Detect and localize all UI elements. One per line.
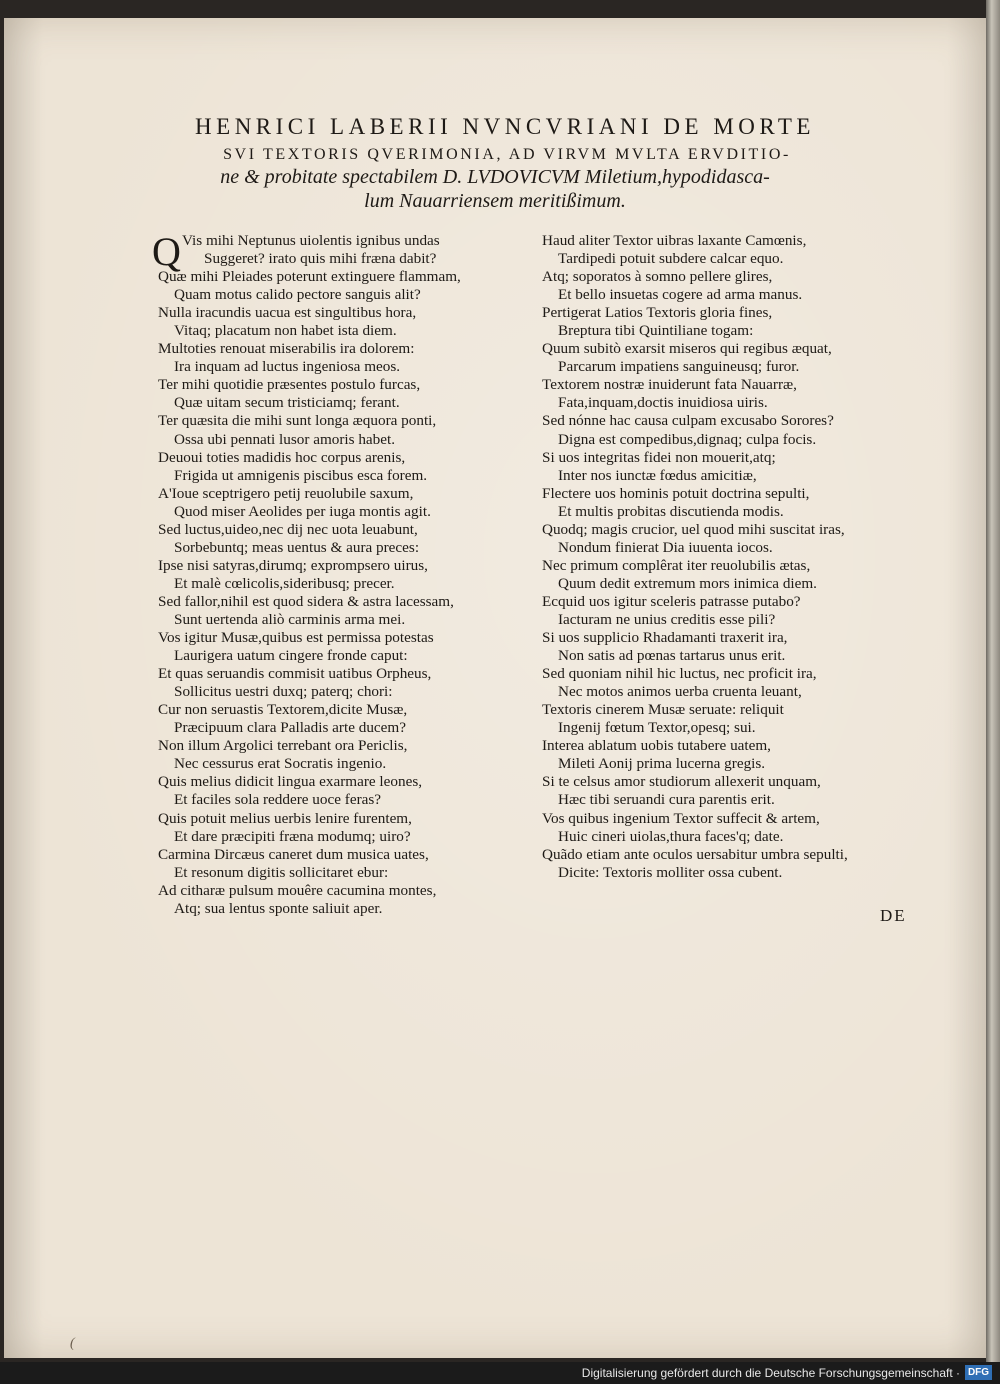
verse-line: Laurigera uatum cingere fronde caput: — [174, 647, 408, 665]
verse-line: Sed fallor,nihil est quod sidera & astra lacessam, — [158, 592, 454, 610]
verse-line: Atq; sua lentus sponte saliuit aper. — [174, 899, 383, 917]
margin-mark: ( — [70, 1336, 75, 1351]
verse-line: Et faciles sola reddere uoce feras? — [174, 791, 382, 809]
verse-line: Suggeret? irato quis mihi fræna dabit? — [204, 250, 437, 268]
verse-line: Deuoui toties madidis hoc corpus arenis, — [158, 448, 406, 466]
verse-line: Sed quoniam nihil hic luctus, nec proficit ira, — [542, 665, 817, 683]
verse-line: Quæ uitam secum tristiciamq; ferant. — [174, 394, 400, 412]
verse-line: Quum dedit extremum mors inimica diem. — [558, 574, 817, 592]
verse-line: Pertigerat Latios Textoris gloria fines, — [542, 304, 773, 322]
verse-line: Et multis probitas discutienda modis. — [558, 502, 784, 520]
verse-line: Nec primum complêrat iter reuolubilis ætas, — [542, 556, 811, 574]
verse-line: Non satis ad pœnas tartarus unus erit. — [558, 647, 786, 665]
verse-line: Ingenij fœtum Textor,opesq; sui. — [558, 719, 756, 737]
verse-line: Frigida ut amnigenis piscibus esca forem. — [174, 466, 428, 484]
footer-credit: Digitalisierung gefördert durch die Deutsche Forschungsgemeinschaft · — [581, 1366, 960, 1380]
verse-line: Vitaq; placatum non habet ista diem. — [174, 322, 397, 340]
verse-line: Et dare præcipiti fræna modumq; uiro? — [174, 827, 411, 845]
heading-line-1: HENRICI LABERII NVNCVRIANI DE MORTE — [195, 114, 815, 139]
heading-line-4: lum Nauarriensem meritißimum. — [364, 190, 626, 212]
verse-line: Breptura tibi Quintiliane togam: — [558, 322, 754, 340]
verse-line: Iacturam ne unius creditis esse pili? — [558, 610, 776, 628]
verse-line: Si uos integritas fidei non mouerit,atq; — [542, 448, 776, 466]
verse-line: Si uos supplicio Rhadamanti traxerit ira, — [542, 629, 788, 647]
verse-line: Textorem nostræ inuiderunt fata Nauarræ, — [542, 376, 797, 394]
verse-line: Flectere uos hominis potuit doctrina sepulti, — [542, 484, 810, 502]
verse-line: Ira inquam ad luctus ingeniosa meos. — [174, 358, 401, 376]
verse-line: Haud aliter Textor uibras laxante Camœnis, — [542, 232, 807, 249]
verse-line: Præcipuum clara Palladis arte ducem? — [174, 719, 406, 737]
verse-line: Quãdo etiam ante oculos uersabitur umbra sepulti, — [542, 845, 848, 863]
verse-line: Vis mihi Neptunus uiolentis ignibus undas — [182, 232, 440, 249]
verse-line: Inter nos iunctæ fœdus amicitiæ, — [558, 466, 757, 484]
verse-line: Nulla iracundis uacua est singultibus hora, — [158, 304, 417, 322]
heading-line-3: ne & probitate spectabilem D. LVDOVICVM Miletium,hypodidascа- — [220, 166, 770, 188]
verse-line: Tardipedi potuit subdere calcar equo. — [558, 250, 784, 268]
verse-line: Et malè cœlicolis,sideribusq; precer. — [174, 574, 395, 592]
verse-line: Vos igitur Musæ,quibus est permissa potestas — [158, 629, 434, 647]
verse-line: Quæ mihi Pleiades poterunt extinguere flammam, — [158, 268, 461, 286]
verse-line: Sed luctus,uideo,nec dij nec uota leuabunt, — [158, 520, 418, 538]
verse-line: Carmina Dircæus caneret dum musica uates, — [158, 845, 429, 863]
verse-line: Atq; soporatos à somno pellere glires, — [542, 268, 773, 286]
verse-line: Nec cessurus erat Socratis ingenio. — [174, 755, 387, 773]
verse-line: Quum subitò exarsit miseros qui regibus æquat, — [542, 340, 832, 358]
heading-line-2: SVI TEXTORIS QVERIMONIA, AD VIRVM MVLTA ERVDITIO- — [223, 146, 791, 163]
verse-line: Et bello insuetas cogere ad arma manus. — [558, 286, 803, 304]
verse-line: Multoties renouat miserabilis ira dolorem: — [158, 340, 415, 358]
verse-line: Fata,inquam,doctis inuidiosa uiris. — [558, 394, 768, 412]
verse-line: Interea ablatum uobis tutabere uatem, — [542, 737, 771, 755]
dfg-logo-icon: DFG — [965, 1365, 992, 1380]
verse-line: Mileti Aonij prima lucerna gregis. — [558, 755, 766, 773]
verse-line: Digna est compedibus,dignaq; culpa focis. — [558, 430, 817, 448]
verse-line: Non illum Argolici terrebant ora Periclis, — [158, 737, 408, 755]
verse-line: Quam motus calido pectore sanguis alit? — [174, 286, 421, 304]
verse-line: Ter quæsita die mihi sunt longa æquora ponti, — [158, 412, 437, 430]
verse-line: Ad citharæ pulsum mouêre cacumina montes, — [158, 881, 437, 899]
verse-line: Si te celsus amor studiorum allexerit unquam, — [542, 773, 821, 791]
verse-line: Et quas seruandis commisit uatibus Orpheus, — [158, 665, 432, 683]
verse-line: Quis potuit melius uerbis lenire furentem, — [158, 809, 412, 827]
verse-line: Ter mihi quotidie præsentes postulo furcas, — [158, 376, 421, 394]
poem-column-right — [536, 232, 936, 882]
book-page — [4, 18, 986, 1358]
verse-line: Quod miser Aeolides per iuga montis agit. — [174, 502, 431, 520]
catchword: DE — [880, 906, 907, 925]
verse-line: Parcarum impatiens sanguineusq; furor. — [558, 358, 800, 376]
verse-line: Nondum finierat Dia iuuenta iocos. — [558, 538, 773, 556]
verse-line: Quis melius didicit lingua exarmare leones, — [158, 773, 423, 791]
verse-line: Dicite: Textoris molliter ossa cubent. — [558, 863, 783, 881]
verse-line: Ecquid uos igitur sceleris patrasse putabo? — [542, 592, 801, 610]
verse-line: Ipse nisi satyras,dirumq; exprompsero uirus, — [158, 556, 428, 574]
verse-line: A'Ioue sceptrigero petij reuolubile saxum, — [158, 484, 414, 502]
verse-line: Vos quibus ingenium Textor suffecit & artem, — [542, 809, 820, 827]
verse-line: Nec motos animos uerba cruenta leuant, — [558, 683, 802, 701]
drop-cap: Q — [152, 229, 181, 274]
poem-column-left — [152, 229, 522, 918]
verse-line: Textoris cinerem Musæ seruate: reliquit — [542, 701, 784, 719]
verse-line: Sunt uertenda aliò carminis arma mei. — [174, 610, 406, 628]
verse-line: Hæc tibi seruandi cura parentis erit. — [558, 791, 775, 809]
verse-line: Huic cineri uiolas,thura faces'q; date. — [558, 827, 784, 845]
verse-line: Cur non seruastis Textorem,dicite Musæ, — [158, 701, 408, 719]
verse-line: Et resonum digitis sollicitaret ebur: — [174, 863, 389, 881]
book-edge — [986, 0, 1000, 1362]
verse-line: Sorbebuntq; meas uentus & aura preces: — [174, 538, 420, 556]
verse-line: Quodq; magis crucior, uel quod mihi suscitat iras, — [542, 520, 845, 538]
verse-line: Sollicitus uestri duxq; paterq; chori: — [174, 683, 393, 701]
verse-line: Ossa ubi pennati lusor amoris habet. — [174, 430, 396, 448]
verse-line: Sed nónne hac causa culpam excusabo Sorores? — [542, 412, 834, 430]
